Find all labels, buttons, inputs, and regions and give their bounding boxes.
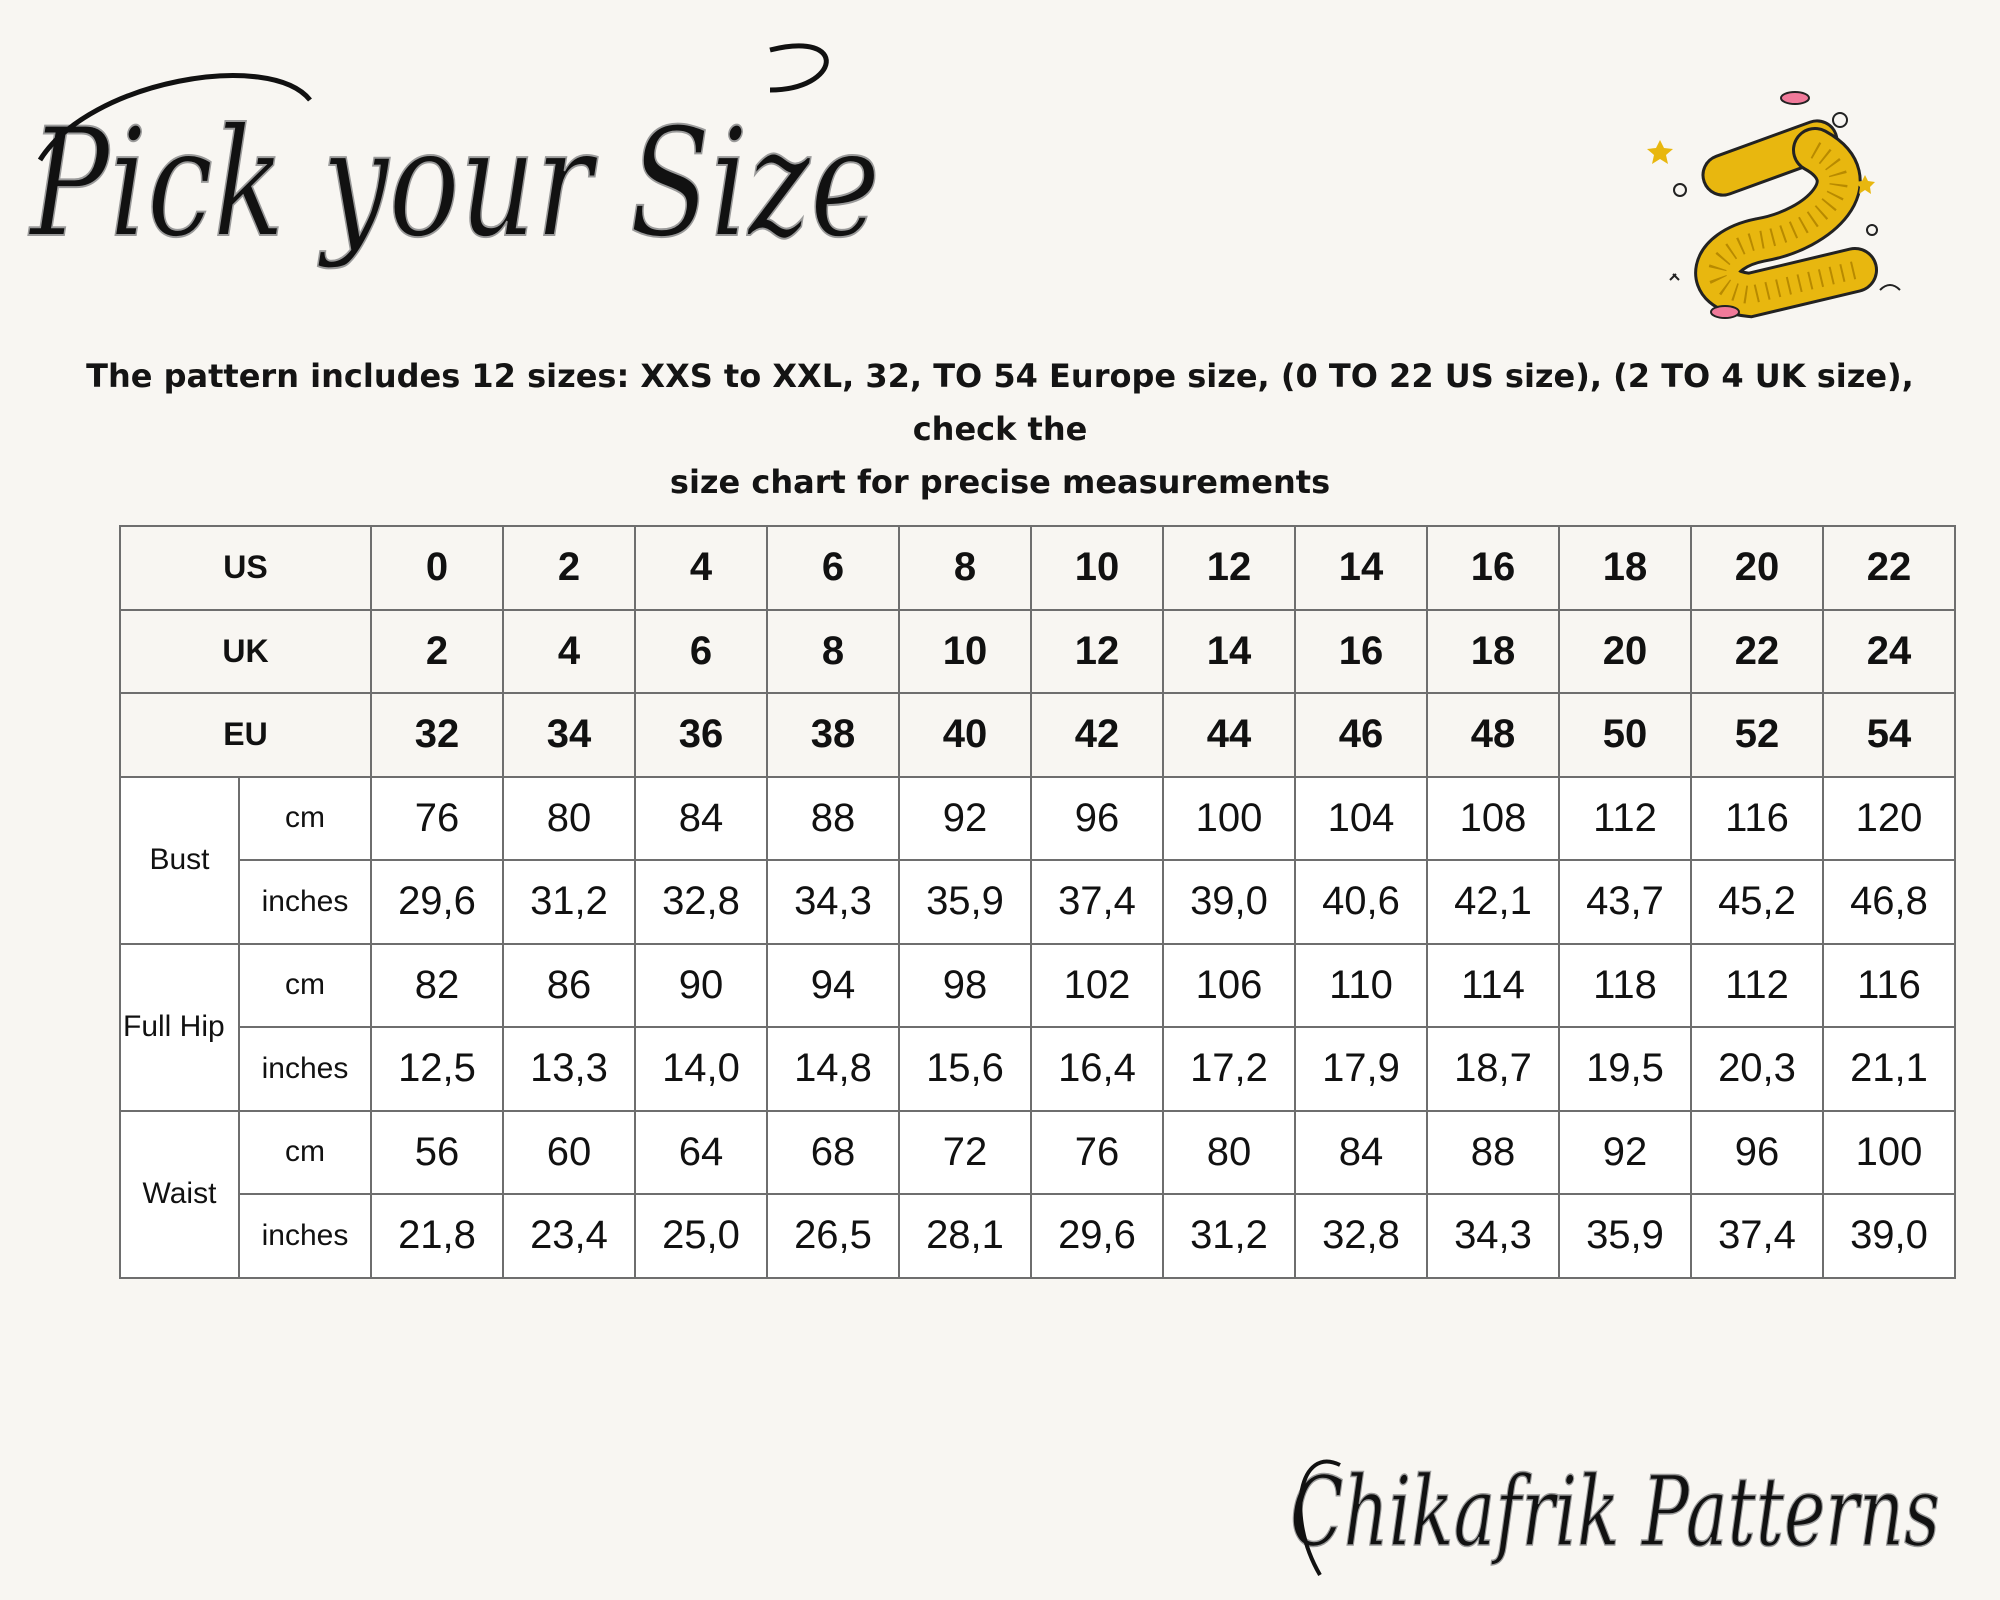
measurement-cell: 118: [1559, 944, 1691, 1028]
eu-size-cell: 50: [1559, 693, 1691, 777]
uk-size-cell: 8: [767, 610, 899, 694]
measurement-cell: 88: [1427, 1111, 1559, 1195]
measurement-cell: 86: [503, 944, 635, 1028]
unit-label-cm: cm: [239, 944, 371, 1028]
us-size-cell: 8: [899, 526, 1031, 610]
measurement-cell: 39,0: [1823, 1194, 1955, 1278]
us-size-cell: 12: [1163, 526, 1295, 610]
measurement-cell: 80: [1163, 1111, 1295, 1195]
intro-text: [50, 350, 1950, 509]
measurement-cell: 120: [1823, 777, 1955, 861]
measurement-cell: 72: [899, 1111, 1031, 1195]
measurement-cell: 34,3: [767, 860, 899, 944]
measurement-cell: 100: [1823, 1111, 1955, 1195]
page-title: [10, 20, 910, 340]
us-size-cell: 14: [1295, 526, 1427, 610]
eu-size-cell: 36: [635, 693, 767, 777]
eu-size-cell: 34: [503, 693, 635, 777]
waist-group-label: Waist: [120, 1111, 239, 1278]
measurement-cell: 15,6: [899, 1027, 1031, 1111]
us-size-cell: 16: [1427, 526, 1559, 610]
measurement-cell: 21,1: [1823, 1027, 1955, 1111]
measurement-cell: 37,4: [1031, 860, 1163, 944]
uk-size-cell: 12: [1031, 610, 1163, 694]
measurement-cell: 116: [1691, 777, 1823, 861]
measurement-cell: 19,5: [1559, 1027, 1691, 1111]
uk-size-row: [120, 610, 1955, 694]
measurement-cell: 112: [1559, 777, 1691, 861]
measurement-cell: 60: [503, 1111, 635, 1195]
measurement-cell: 110: [1295, 944, 1427, 1028]
measurement-cell: 100: [1163, 777, 1295, 861]
uk-size-cell: 4: [503, 610, 635, 694]
measurement-cell: 21,8: [371, 1194, 503, 1278]
bust-inches-row: [120, 860, 1955, 944]
uk-size-cell: 24: [1823, 610, 1955, 694]
us-size-cell: 22: [1823, 526, 1955, 610]
measurement-cell: 76: [1031, 1111, 1163, 1195]
waist-inches-row: [120, 1194, 1955, 1278]
unit-label-cm: cm: [239, 1111, 371, 1195]
hip-cm-row: [120, 944, 1955, 1028]
measurement-cell: 42,1: [1427, 860, 1559, 944]
measurement-cell: 43,7: [1559, 860, 1691, 944]
measurement-cell: 25,0: [635, 1194, 767, 1278]
us-size-cell: 20: [1691, 526, 1823, 610]
us-size-row: [120, 526, 1955, 610]
intro-line-2: size chart for precise measurements: [669, 463, 1331, 501]
measurement-cell: 16,4: [1031, 1027, 1163, 1111]
measurement-cell: 32,8: [1295, 1194, 1427, 1278]
measurement-cell: 46,8: [1823, 860, 1955, 944]
size-chart-table: [119, 525, 1956, 1279]
eu-size-cell: 38: [767, 693, 899, 777]
measurement-cell: 108: [1427, 777, 1559, 861]
measurement-cell: 96: [1031, 777, 1163, 861]
unit-label-inches: inches: [239, 1194, 371, 1278]
page-title-text: Pick your Size: [27, 97, 880, 271]
eu-size-cell: 54: [1823, 693, 1955, 777]
uk-size-cell: 22: [1691, 610, 1823, 694]
uk-size-cell: 16: [1295, 610, 1427, 694]
measurement-cell: 84: [1295, 1111, 1427, 1195]
measurement-cell: 26,5: [767, 1194, 899, 1278]
uk-size-cell: 10: [899, 610, 1031, 694]
measurement-cell: 40,6: [1295, 860, 1427, 944]
measurement-cell: 23,4: [503, 1194, 635, 1278]
us-size-cell: 18: [1559, 526, 1691, 610]
eu-size-cell: 42: [1031, 693, 1163, 777]
measurement-cell: 104: [1295, 777, 1427, 861]
uk-size-cell: 18: [1427, 610, 1559, 694]
uk-row-label: UK: [120, 610, 371, 694]
measurement-cell: 56: [371, 1111, 503, 1195]
measurement-cell: 45,2: [1691, 860, 1823, 944]
brand-signature: [1280, 1425, 1960, 1595]
measurement-cell: 17,2: [1163, 1027, 1295, 1111]
measurement-cell: 29,6: [371, 860, 503, 944]
title-swash-s: [770, 46, 826, 90]
measurement-cell: 31,2: [1163, 1194, 1295, 1278]
measurement-cell: 34,3: [1427, 1194, 1559, 1278]
measurement-cell: 102: [1031, 944, 1163, 1028]
eu-size-cell: 52: [1691, 693, 1823, 777]
measurement-cell: 88: [767, 777, 899, 861]
measurement-cell: 20,3: [1691, 1027, 1823, 1111]
measurement-cell: 35,9: [1559, 1194, 1691, 1278]
unit-label-inches: inches: [239, 860, 371, 944]
eu-size-cell: 46: [1295, 693, 1427, 777]
intro-line-1: The pattern includes 12 sizes: XXS to XXL, 32, TO 54 Europe size, (0 TO 22 US size), (2 TO 4 UK size), check the: [86, 357, 1914, 448]
measurement-cell: 82: [371, 944, 503, 1028]
measurement-cell: 68: [767, 1111, 899, 1195]
measurement-cell: 39,0: [1163, 860, 1295, 944]
bust-cm-row: [120, 777, 1955, 861]
us-size-cell: 4: [635, 526, 767, 610]
measurement-cell: 28,1: [899, 1194, 1031, 1278]
unit-label-cm: cm: [239, 777, 371, 861]
full-hip-group-label: Full Hip: [120, 944, 239, 1111]
measurement-cell: 94: [767, 944, 899, 1028]
uk-size-cell: 14: [1163, 610, 1295, 694]
measurement-cell: 116: [1823, 944, 1955, 1028]
hip-inches-row: [120, 1027, 1955, 1111]
measurement-cell: 14,0: [635, 1027, 767, 1111]
unit-label-inches: inches: [239, 1027, 371, 1111]
measurement-cell: 31,2: [503, 860, 635, 944]
measurement-cell: 35,9: [899, 860, 1031, 944]
eu-size-cell: 48: [1427, 693, 1559, 777]
measurement-cell: 98: [899, 944, 1031, 1028]
uk-size-cell: 2: [371, 610, 503, 694]
us-size-cell: 6: [767, 526, 899, 610]
measurement-cell: 12,5: [371, 1027, 503, 1111]
us-size-cell: 2: [503, 526, 635, 610]
bust-group-label: Bust: [120, 777, 239, 944]
us-row-label: US: [120, 526, 371, 610]
us-size-cell: 10: [1031, 526, 1163, 610]
measurement-cell: 96: [1691, 1111, 1823, 1195]
measurement-cell: 18,7: [1427, 1027, 1559, 1111]
uk-size-cell: 20: [1559, 610, 1691, 694]
measurement-cell: 114: [1427, 944, 1559, 1028]
measurement-cell: 92: [899, 777, 1031, 861]
measurement-cell: 64: [635, 1111, 767, 1195]
measurement-cell: 13,3: [503, 1027, 635, 1111]
brand-signature-text: Chikafrik Patterns: [1290, 1456, 1940, 1568]
measurement-cell: 106: [1163, 944, 1295, 1028]
waist-cm-row: [120, 1111, 1955, 1195]
tape-measure-logo-icon: [1640, 80, 1910, 330]
measurement-cell: 37,4: [1691, 1194, 1823, 1278]
eu-size-row: [120, 693, 1955, 777]
measurement-cell: 84: [635, 777, 767, 861]
eu-size-cell: 40: [899, 693, 1031, 777]
eu-size-cell: 44: [1163, 693, 1295, 777]
eu-size-cell: 32: [371, 693, 503, 777]
measurement-cell: 14,8: [767, 1027, 899, 1111]
measurement-cell: 29,6: [1031, 1194, 1163, 1278]
uk-size-cell: 6: [635, 610, 767, 694]
measurement-cell: 90: [635, 944, 767, 1028]
measurement-cell: 76: [371, 777, 503, 861]
measurement-cell: 80: [503, 777, 635, 861]
us-size-cell: 0: [371, 526, 503, 610]
measurement-cell: 112: [1691, 944, 1823, 1028]
eu-row-label: EU: [120, 693, 371, 777]
measurement-cell: 32,8: [635, 860, 767, 944]
measurement-cell: 92: [1559, 1111, 1691, 1195]
measurement-cell: 17,9: [1295, 1027, 1427, 1111]
